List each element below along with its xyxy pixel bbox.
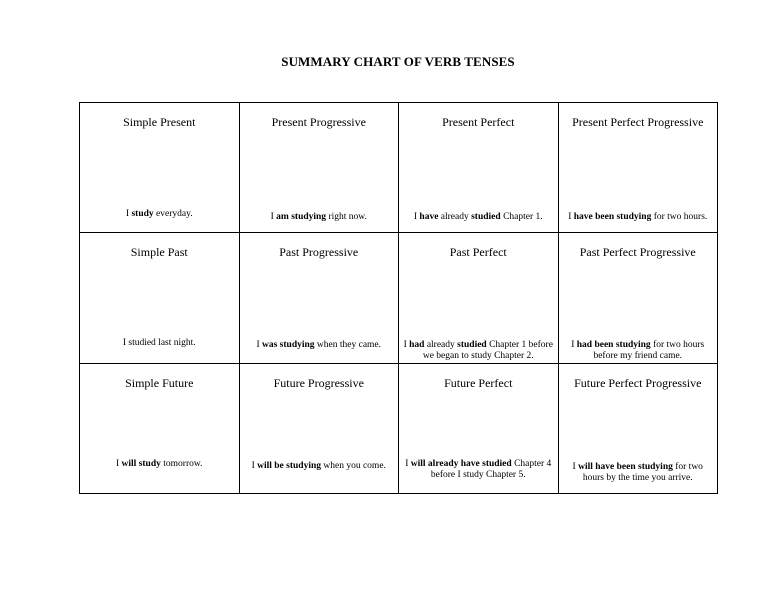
tense-cell-simple-present (80, 103, 240, 233)
tense-example: I was studying when they came. (256, 339, 382, 350)
tense-cell-present-perfect-progressive (558, 103, 718, 233)
tense-cell-past-perfect (399, 233, 559, 363)
tense-name: Past Perfect Progressive (579, 245, 696, 260)
tense-example: I had already studied Chapter 1 before we began to study Chapter 2. (403, 339, 553, 361)
tense-example: I study everyday. (125, 209, 193, 220)
tense-example: I am studying right now. (270, 212, 367, 223)
tense-name: Future Progressive (273, 375, 364, 390)
verb-tense-table (79, 102, 718, 494)
tense-cell-simple-past (80, 233, 240, 363)
table-row (80, 103, 718, 233)
tense-example: I had been studying for two hours before my friend came. (571, 339, 705, 361)
tense-cell-present-perfect (399, 103, 559, 233)
tense-example: I will already have studied Chapter 4 before I study Chapter 5. (405, 459, 552, 480)
tense-example: I will be studying when you come. (251, 461, 386, 471)
tense-example: I have already studied Chapter 1. (413, 212, 543, 223)
tense-example: I will study tomorrow. (116, 459, 203, 469)
page-title: SUMMARY CHART OF VERB TENSES (281, 54, 515, 69)
tense-name: Present Perfect Progressive (572, 115, 704, 129)
tense-name: Present Progressive (271, 115, 366, 129)
tense-name: Present Perfect (442, 115, 515, 129)
tense-name: Past Progressive (279, 245, 359, 260)
table-row (80, 233, 718, 363)
tense-example: I will have been studying for two hours by the time you arrive. (572, 462, 703, 483)
table-row (80, 363, 718, 493)
tense-cell-future-progressive (239, 363, 399, 493)
tense-cell-past-perfect-progressive (558, 233, 718, 363)
tense-cell-future-perfect (399, 363, 559, 493)
tense-name: Future Perfect (444, 375, 513, 390)
tense-cell-simple-future (80, 363, 240, 493)
tense-cell-present-progressive (239, 103, 399, 233)
tense-example: I studied last night. (122, 337, 196, 348)
tense-name: Simple Future (125, 375, 194, 390)
tense-name: Past Perfect (449, 245, 507, 260)
tense-name: Simple Past (130, 245, 188, 260)
tense-name: Future Perfect Progressive (574, 375, 702, 390)
tense-example: I have been studying for two hours. (568, 212, 708, 223)
tense-cell-future-perfect-progressive (558, 363, 718, 493)
tense-name: Simple Present (123, 115, 196, 129)
tense-cell-past-progressive (239, 233, 399, 363)
